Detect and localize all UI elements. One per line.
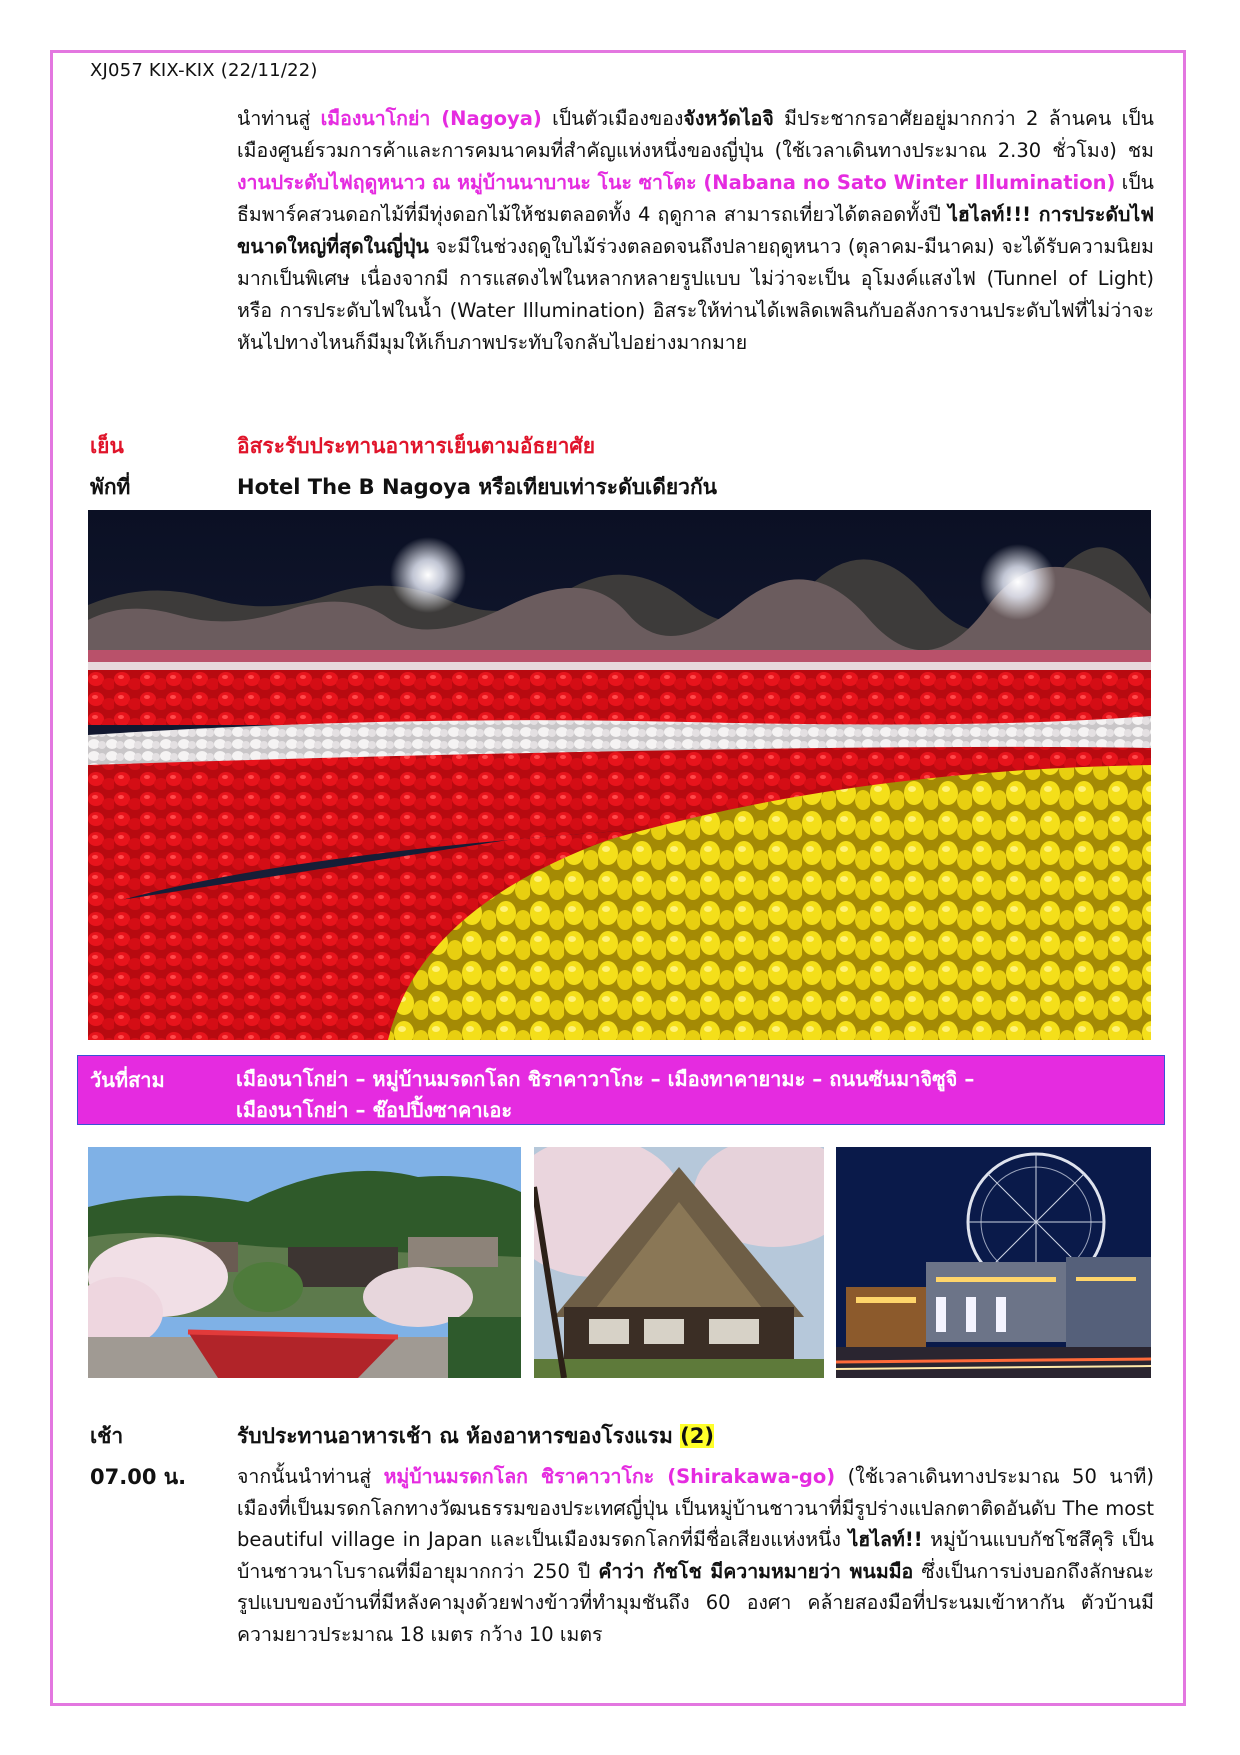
highlight-shirakawa: หมู่บ้านมรดกโลก ชิราคาวาโกะ (Shirakawa-go) bbox=[383, 1465, 836, 1488]
highlight-nabana: งานประดับไฟฤดูหนาว ณ หมู่บ้านนาบานะ โนะ ซาโตะ (Nabana no Sato Winter Illumination) bbox=[237, 171, 1116, 194]
gassho-house-photo bbox=[534, 1147, 824, 1378]
text-segment: เป็นตัวเมืองของ bbox=[541, 107, 684, 130]
highlight-aichi: จังหวัดไอจิ bbox=[683, 107, 774, 130]
highlight-illumination: ไฮไลท์!!! การประดับไฟขนาดใหญ่ที่สุดในญี่ปุ่น bbox=[237, 203, 1155, 258]
takayama-bridge-photo bbox=[88, 1147, 521, 1378]
text-segment: นำท่านสู่ bbox=[237, 107, 321, 130]
breakfast-label: เช้า bbox=[90, 1424, 124, 1448]
nagoya-description bbox=[237, 103, 1154, 359]
text-segment: จะมีในช่วงฤดูใบไม้ร่วงตลอดจนถึงปลายฤดูหนาว (ตุลาคม-มีนาคม) จะได้รับความนิยมมากเป็นพิเศษ เนื่องจากมี การแสดงไฟในหลากหลายรูปแบบ ไม่ว่าจะเป็น อุโมงค์แสงไฟ (Tunnel of Light) หรือ การประดับไฟในน้ำ (Water Illumination) อิสระให้ท่านได้เพลิดเพลินกับอลังการงานประดับไฟที่ไม่ว่าจะหันไปทางไหนก็มีมุมให้เก็บภาพประทับใจกลับไปอย่างมากมาย bbox=[237, 235, 1154, 354]
time-label-0700: 07.00 น. bbox=[90, 1465, 187, 1489]
day-three-label: วันที่สาม bbox=[90, 1068, 165, 1092]
sakae-ferris-wheel-photo bbox=[836, 1147, 1151, 1378]
dinner-text: อิสระรับประทานอาหารเย็นตามอัธยาศัย bbox=[237, 434, 596, 458]
route-line-2: เมืองนาโกย่า – ช๊อปปิ้งซาคาเอะ bbox=[236, 1098, 513, 1122]
text-segment: หมู่บ้านแบบกัชโชสึคุริ เป็นบ้านชาวนาโบราณที่มีอายุมากกว่า 250 ปี bbox=[237, 1528, 1154, 1583]
route-line-1: เมืองนาโกย่า – หมู่บ้านมรดกโลก ชิราคาวาโกะ – เมืองทาคายามะ – ถนนซันมาจิซูจิ – bbox=[236, 1067, 975, 1091]
text-segment: ซึ่งเป็นการบ่งบอกถึงลักษณะ รูปแบบของบ้านที่มีหลังคามุงด้วยฟางข้าวที่ทำมุมชันถึง 60 องศา คล้ายสองมือที่ประนมเข้าหากัน ตัวบ้านมีความยาวประมาณ 18 เมตร กว้าง 10 เมตร bbox=[237, 1559, 1154, 1646]
text-segment: เป็นธีมพาร์คสวนดอกไม้ที่มีทุ่งดอกไม้ให้ชมตลอดทั้ง 4 ฤดูกาล สามารถเที่ยวได้ตลอดทั้งปี bbox=[237, 171, 1154, 226]
hotel-text: Hotel The B Nagoya หรือเทียบเท่าระดับเดียวกัน bbox=[237, 475, 718, 499]
text-segment: จากนั้นนำท่านสู่ bbox=[237, 1465, 384, 1488]
hotel-label: พักที่ bbox=[90, 475, 131, 499]
day-three-route bbox=[236, 1064, 1151, 1126]
text-segment: มีประชากรอาศัยอยู่มากกว่า 2 ล้านคน เป็นเมืองศูนย์รวมการค้าและการคมนาคมที่สำคัญแห่งหนึ่งของญี่ปุ่น (ใช้เวลาเดินทางประมาณ 2.30 ชั่วโมง) ชม bbox=[237, 107, 1154, 162]
shirakawa-description bbox=[237, 1461, 1154, 1650]
meal-count-badge: (2) bbox=[680, 1424, 714, 1448]
breakfast-text bbox=[237, 1420, 714, 1453]
breakfast-desc: รับประทานอาหารเช้า ณ ห้องอาหารของโรงแรม bbox=[237, 1424, 681, 1448]
tulip-field-photo bbox=[88, 510, 1151, 1040]
day-three-header bbox=[77, 1055, 1165, 1125]
highlight-nagoya: เมืองนาโกย่า (Nagoya) bbox=[320, 107, 542, 130]
highlight-label: ไฮไลท์!! bbox=[848, 1528, 923, 1551]
document-code: XJ057 KIX-KIX (22/11/22) bbox=[90, 60, 318, 81]
highlight-gassho: คำว่า กัชโช มีความหมายว่า พนมมือ bbox=[598, 1559, 914, 1583]
dinner-label: เย็น bbox=[90, 434, 124, 458]
text-segment: (ใช้เวลาเดินทางประมาณ 50 นาที) เมืองที่เป็นมรดกโลกทางวัฒนธรรมของประเทศญี่ปุ่น เป็นหมู่บ้านชาวนาที่มีรูปร่างแปลกตาติดอันดับ The most beautiful village in Japan และเป็นเมืองมรดกโลกที่มีชื่อเสียงแห่งหนึ่ง bbox=[237, 1465, 1154, 1551]
